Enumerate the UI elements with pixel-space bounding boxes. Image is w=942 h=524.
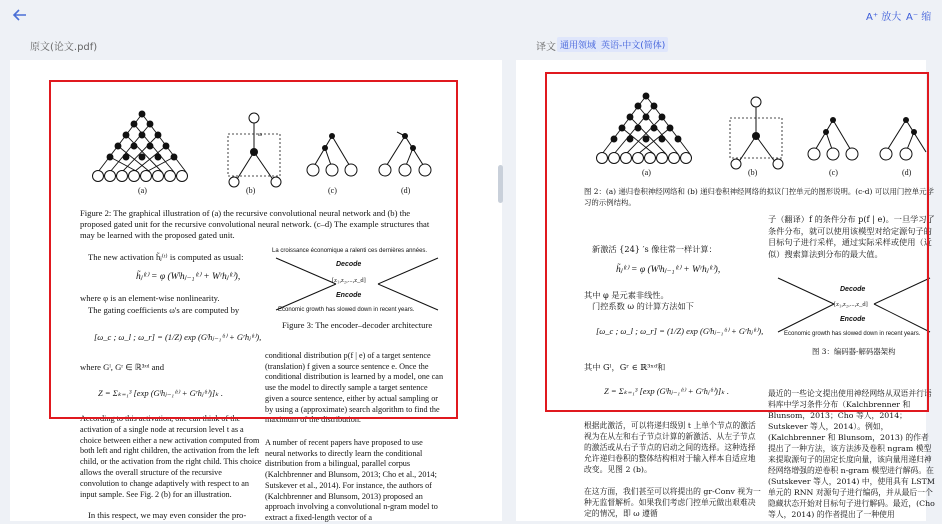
fig2-label-a: (a) [642,168,651,177]
zoom-out-button[interactable]: A⁻ 缩 [906,12,932,23]
equation-3: Z = Σₖ₌₁³ [exp (Gˡhⱼ₋₁⁽ᵗ⁾ + Gʳhⱼ⁽ᵗ⁾)]ₖ . [98,388,223,398]
paragraph: 其中 Gˡ，Gʳ ∈ ℝ³ˣᵈ和 [584,362,666,372]
figure-2-caption: Figure 2: The graphical illustration of (a) the recursive convolutional neural network and (b) the proposed gated unit for the recursive convolutional neural network. (c–d) The example structures that may be learned with the proposed gated unit. [80,208,430,241]
domain-tag[interactable]: 通用领域 [557,37,599,52]
equation-1: h̃ⱼ⁽ᵗ⁾ = φ (Wˡhⱼ₋₁⁽ᵗ⁾ + Wʳhⱼ⁽ᵗ⁾), [136,272,241,282]
equation-2: [ω_c ; ω_l ; ω_r] = (1/Z) exp (Gˡhⱼ₋₁⁽ᵗ⁾ + Gʳhⱼ⁽ᵗ⁾), [94,332,262,342]
zoom-in-button[interactable]: A⁺ 放大 [866,12,902,23]
paragraph: 新激活 {24} ′s 像往常一样计算： [592,244,717,254]
original-panel-label: 原文(论文.pdf) [30,42,98,53]
equation-2: [ω_c ; ω_l ; ω_r] = (1/Z) exp (Gˡhⱼ₋₁⁽ᵗ⁾ + Gʳhⱼ⁽ᵗ⁾), [596,326,764,336]
equation-1: h̃ⱼ⁽ᵗ⁾ = φ (Wˡhⱼ₋₁⁽ᵗ⁾ + Wʳhⱼ⁽ᵗ⁾), [616,265,721,275]
highlight-box [49,80,458,419]
fig3-vector: [z₁,z₂,...,z_d] [834,301,868,308]
paragraph: 最近的一些论文提出使用神经网络从双语并行语料库中学习条件分布（Kalchbrenner 和 Blunsom，2013；Cho 等人，2014；Sutskever 等人，2014）。例如，(Kalchbrenner 和 Blunsom，2013) 的作者提出了一种方法，该方法涉及卷积 ngram 模型来提取源句子的固定长度向量，该向量用递归神经网络增强的逆卷积 n-gram 模型进行解码。在 (Sutskever 等人，2014) 中，使用具有 LSTM 单元的 RNN 对源句子进行编码，并从最后一个隐藏状态开始对目标句子进行解码。最近，(Cho 等人，2014) 的作者提出了一种使用 [768,389,935,519]
paragraph: where φ is an element-wise nonlinearity. [80,293,220,303]
svg-text:ω: ω [258,132,262,138]
fig2-label-b: (b) [246,186,256,195]
equation-3: Z = Σₖ₌₁³ [exp (Gˡhⱼ₋₁⁽ᵗ⁾ + Gʳhⱼ⁽ᵗ⁾)]ₖ . [604,386,729,396]
top-toolbar [0,0,932,30]
fig3-decode-label: Decode [336,261,362,268]
fig3-vector: [z₁,z₂,...,z_d] [332,277,366,284]
translation-panel-label: 译文 [536,42,556,53]
back-arrow-icon[interactable] [10,5,30,25]
fig3-source-sentence: Economic growth has slowed down in recent years. [784,331,921,337]
highlight-box [545,72,929,412]
figure-2-caption: 图 2：(a) 递归卷积神经网络和 (b) 递归卷积神经网络的拟议门控单元的图形说明。(c-d) 可以用门控单元学习的示例结构。 [584,187,934,207]
paragraph: A number of recent papers have proposed to use neural networks to directly learn the conditional distribution from a bilingual, parallel corpus (Kalchbrenner and Blunsom, 2013; Cho et al., 2014; Sutskever et al., 2014). For instance, the authors of (Kalchbrenner and Blunsom, 2013) proposed an approach involving a convolutional n-gram model to extract a fixed-length vector of a [265,438,438,522]
paragraph: 在这方面，我们甚至可以将提出的 gr-Conv 视为一种无监督解析。如果我们考虑门控单元做出艰难决定的情况，即 ω 遵循 [584,487,761,518]
figure-3-caption: 图 3：编码器-解码器架构 [812,347,896,356]
paragraph: According to this activation, one can think of the activation of a single node at recursion level t as a choice between either a new activation computed from both left and right children, the activation from the left child, or the activation from the right child. This choice allows the overall structure of the recursive convolution to change adaptively with respect to an input sample. See Fig. 2 (b) for an illustration. [80,414,262,499]
fig2-label-c: (c) [328,186,337,195]
fig3-target-sentence: La croissance économique a ralenti ces dernières années. [272,248,428,254]
translation-page [516,60,935,521]
paragraph: 其中 φ 是元素非线性。 [584,290,669,300]
fig2-label-d: (d) [902,168,912,177]
paragraph: 根据此激活，可以将递归级别 t 上单个节点的激活视为在从左和右子节点计算的新激活、从左子节点的激活或从右子节点的启动之间的选择。这种选择允许递归卷积的整体结构相对于输入样本自适应地改变。见图 2 (b)。 [584,421,756,474]
paragraph: The gating coefficients ω's are computed by [88,305,240,315]
paragraph: In this respect, we may even consider the pro- [88,510,247,520]
fig3-encode-label: Encode [840,316,866,323]
fig3-source-sentence: Economic growth has slowed down in recent years. [278,307,415,313]
fig2-label-c: (c) [829,168,838,177]
paragraph: The new activation h̃ⱼ⁽ᵗ⁾ is computed as usual: [88,252,244,262]
scrollbar-thumb[interactable] [498,165,503,203]
fig3-decode-label: Decode [840,286,866,293]
original-page [10,60,502,521]
fig2-label-d: (d) [401,186,411,195]
language-pair-tag[interactable]: 英语-中文(简体) [598,37,668,52]
paragraph: conditional distribution p(f | e) of a target sentence (translation) f given a source sentence e. Once the conditional distribution is learned by a model, one can use the model to directly sample a target sentence given a source sentence, either by actual sampling or by using a (approximate) search algorithm to find the maximum of the distribution. [265,351,444,425]
paragraph: 子（翻译）f 的条件分布 p(f | e)。一旦学习了条件分布，就可以使用该模型对给定源句子的目标句子进行采样，通过实际采样或使用（近似）搜索算法到分布的最大值。 [768,214,935,259]
figure-3-caption: Figure 3: The encoder–decoder architecture [282,320,433,330]
paragraph: 门控系数 ω 的计算方法如下 [592,301,694,311]
fig2-label-a: (a) [138,186,147,195]
fig3-encode-label: Encode [336,292,362,299]
paragraph: where Gˡ, Gʳ ∈ ℝ³ˣᵈ and [80,362,165,372]
fig2-label-b: (b) [748,168,758,177]
